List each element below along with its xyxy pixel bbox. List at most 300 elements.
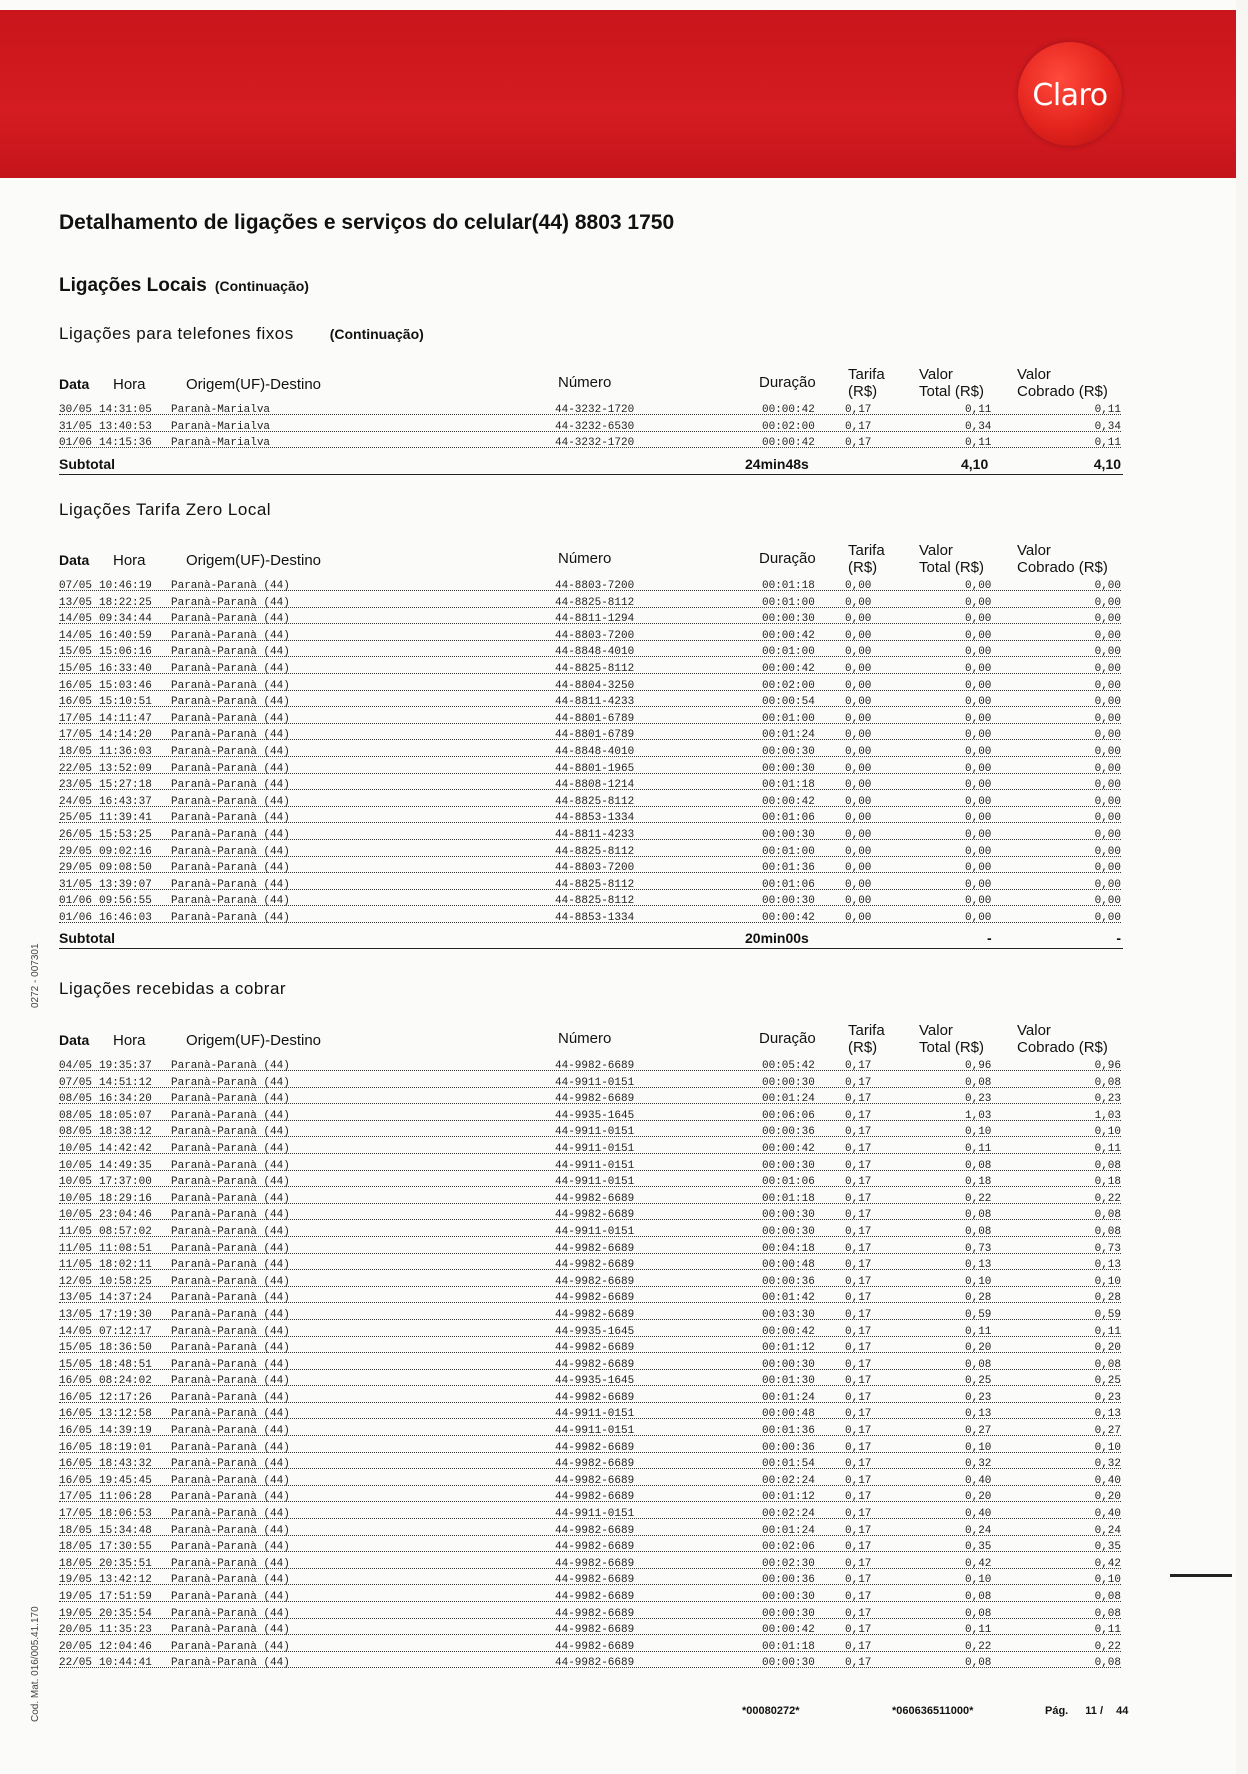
cell-num: 44-9982-6689 bbox=[555, 1441, 635, 1454]
cell-dur: 00:01:18 bbox=[762, 1192, 815, 1205]
table-row bbox=[59, 1274, 1123, 1291]
cell-orig: Paranà-Paranà (44) bbox=[171, 696, 290, 709]
cell-hora: 14:42:42 bbox=[99, 1142, 152, 1155]
cell-num: 44-8853-1334 bbox=[555, 911, 635, 924]
subtotal-row: Subtotal 20min00s - - bbox=[59, 926, 1123, 949]
cell-hora: 16:34:20 bbox=[99, 1093, 152, 1106]
cell-orig: Paranà-Paranà (44) bbox=[171, 1591, 290, 1603]
cell-data: 25/05 bbox=[59, 812, 93, 825]
table-row bbox=[59, 1606, 1123, 1623]
section-ligacoes-locais bbox=[59, 275, 309, 297]
cell-num: 44-8825-8112 bbox=[555, 596, 635, 609]
cell-vc: 0,08 bbox=[1094, 1358, 1121, 1371]
cell-data: 19/05 bbox=[59, 1607, 93, 1620]
cell-vt: 0,00 bbox=[965, 646, 992, 659]
cell-num: 44-9911-0151 bbox=[555, 1225, 635, 1238]
cell-tar: 0,17 bbox=[845, 404, 872, 416]
table-row bbox=[59, 435, 1123, 452]
cell-num: 44-9982-6689 bbox=[555, 1591, 635, 1603]
cell-dur: 00:01:24 bbox=[762, 1524, 815, 1537]
cell-orig: Paranà-Paranà (44) bbox=[171, 1474, 290, 1487]
cell-num: 44-8803-7200 bbox=[555, 862, 635, 875]
cell-orig: Paranà-Paranà (44) bbox=[171, 1242, 290, 1255]
cell-orig: Paranà-Paranà (44) bbox=[171, 1093, 290, 1106]
cell-dur: 00:01:12 bbox=[762, 1491, 815, 1504]
cell-orig: Paranà-Paranà (44) bbox=[171, 1225, 290, 1238]
cell-vt: 0,34 bbox=[965, 420, 992, 433]
cell-data: 10/05 bbox=[59, 1159, 93, 1172]
cell-num: 44-8803-7200 bbox=[555, 629, 635, 642]
cell-hora: 20:35:54 bbox=[99, 1607, 152, 1620]
cell-tar: 0,17 bbox=[845, 1308, 872, 1321]
cell-vt: 0,25 bbox=[965, 1375, 992, 1388]
cell-num: 44-8825-8112 bbox=[555, 795, 635, 808]
cell-orig: Paranà-Paranà (44) bbox=[171, 1557, 290, 1570]
cell-num: 44-9911-0151 bbox=[555, 1142, 635, 1155]
cell-data: 08/05 bbox=[59, 1126, 93, 1139]
cell-data: 14/05 bbox=[59, 1325, 93, 1338]
table-row bbox=[59, 419, 1123, 436]
cell-dur: 00:00:42 bbox=[762, 795, 815, 808]
cell-vc: 0,23 bbox=[1094, 1093, 1121, 1106]
cell-data: 12/05 bbox=[59, 1275, 93, 1288]
table-row bbox=[59, 711, 1123, 728]
cell-num: 44-9982-6689 bbox=[555, 1640, 635, 1653]
cell-vc: 0,59 bbox=[1094, 1308, 1121, 1321]
table-header: Data Hora Origem(UF)-Destino Número Duração Tarifa (R$) Valor Total (R$) Valor Cobrado (R$) bbox=[59, 1022, 1108, 1056]
table-row bbox=[59, 1058, 1123, 1075]
table-row bbox=[59, 1523, 1123, 1540]
table-row bbox=[59, 1224, 1123, 1241]
cell-hora: 07:12:17 bbox=[99, 1325, 152, 1338]
cell-vc: 0,00 bbox=[1094, 613, 1121, 626]
table-row bbox=[59, 1290, 1123, 1307]
cell-data: 08/05 bbox=[59, 1109, 93, 1122]
cell-hora: 18:05:07 bbox=[99, 1109, 152, 1122]
cell-orig: Paranà-Paranà (44) bbox=[171, 911, 290, 924]
cell-vc: 0,40 bbox=[1094, 1474, 1121, 1487]
cell-vt: 0,73 bbox=[965, 1242, 992, 1255]
cell-tar: 0,17 bbox=[845, 1209, 872, 1222]
cell-vt: 0,08 bbox=[965, 1076, 992, 1089]
cell-hora: 13:12:58 bbox=[99, 1408, 152, 1421]
cell-hora: 09:56:55 bbox=[99, 895, 152, 908]
cell-hora: 15:34:48 bbox=[99, 1524, 152, 1537]
cell-data: 04/05 bbox=[59, 1060, 93, 1072]
cell-vt: 0,00 bbox=[965, 878, 992, 891]
table-row bbox=[59, 1622, 1123, 1639]
cell-tar: 0,17 bbox=[845, 1109, 872, 1122]
cell-vc: 0,20 bbox=[1094, 1491, 1121, 1504]
cell-num: 44-9982-6689 bbox=[555, 1541, 635, 1554]
cell-orig: Paranà-Paranà (44) bbox=[171, 1342, 290, 1355]
cell-dur: 00:00:42 bbox=[762, 629, 815, 642]
cell-orig: Paranà-Paranà (44) bbox=[171, 762, 290, 775]
cell-num: 44-9982-6689 bbox=[555, 1458, 635, 1471]
cell-num: 44-8853-1334 bbox=[555, 812, 635, 825]
cell-data: 30/05 bbox=[59, 404, 93, 416]
table-row bbox=[59, 1191, 1123, 1208]
cell-num: 44-9982-6689 bbox=[555, 1093, 635, 1106]
cell-num: 44-8825-8112 bbox=[555, 662, 635, 675]
cell-dur: 00:01:18 bbox=[762, 580, 815, 592]
cell-orig: Paranà-Paranà (44) bbox=[171, 1640, 290, 1653]
cell-hora: 16:46:03 bbox=[99, 911, 152, 924]
cell-tar: 0,17 bbox=[845, 1408, 872, 1421]
cell-dur: 00:01:00 bbox=[762, 646, 815, 659]
cell-data: 22/05 bbox=[59, 1657, 93, 1670]
cell-tar: 0,17 bbox=[845, 1657, 872, 1670]
cell-num: 44-9982-6689 bbox=[555, 1657, 635, 1670]
cell-vc: 0,00 bbox=[1094, 895, 1121, 908]
cell-dur: 00:06:06 bbox=[762, 1109, 815, 1122]
cell-tar: 0,17 bbox=[845, 1242, 872, 1255]
cell-orig: Paranà-Paranà (44) bbox=[171, 1109, 290, 1122]
table-row bbox=[59, 727, 1123, 744]
cell-vt: 0,59 bbox=[965, 1308, 992, 1321]
cell-tar: 0,00 bbox=[845, 845, 872, 858]
cell-hora: 18:02:11 bbox=[99, 1259, 152, 1272]
table-row bbox=[59, 1091, 1123, 1108]
cell-data: 10/05 bbox=[59, 1176, 93, 1189]
cell-vc: 0,10 bbox=[1094, 1275, 1121, 1288]
cell-tar: 0,17 bbox=[845, 1225, 872, 1238]
claro-logo bbox=[1018, 42, 1122, 146]
table-row bbox=[59, 1572, 1123, 1589]
cell-orig: Paranà-Paranà (44) bbox=[171, 795, 290, 808]
cell-data: 15/05 bbox=[59, 646, 93, 659]
cell-dur: 00:01:42 bbox=[762, 1292, 815, 1305]
cell-dur: 00:00:36 bbox=[762, 1275, 815, 1288]
cell-orig: Paranà-Paranà (44) bbox=[171, 629, 290, 642]
cell-num: 44-8825-8112 bbox=[555, 845, 635, 858]
cell-vt: 0,08 bbox=[965, 1159, 992, 1172]
cell-vc: 0,32 bbox=[1094, 1458, 1121, 1471]
cell-vc: 0,00 bbox=[1094, 862, 1121, 875]
cell-dur: 00:03:30 bbox=[762, 1308, 815, 1321]
cell-data: 22/05 bbox=[59, 762, 93, 775]
cell-vt: 0,10 bbox=[965, 1126, 992, 1139]
cell-orig: Paranà-Marialva bbox=[171, 404, 271, 416]
table-row bbox=[59, 595, 1123, 612]
cell-tar: 0,17 bbox=[845, 1524, 872, 1537]
cell-vc: 0,96 bbox=[1094, 1060, 1121, 1072]
cell-dur: 00:02:24 bbox=[762, 1474, 815, 1487]
cell-dur: 00:00:42 bbox=[762, 662, 815, 675]
cell-vc: 0,11 bbox=[1094, 437, 1121, 450]
cell-num: 44-9982-6689 bbox=[555, 1474, 635, 1487]
cell-hora: 09:08:50 bbox=[99, 862, 152, 875]
cell-vt: 0,13 bbox=[965, 1259, 992, 1272]
cell-num: 44-9911-0151 bbox=[555, 1425, 635, 1438]
cell-hora: 13:42:12 bbox=[99, 1574, 152, 1587]
cell-hora: 18:22:25 bbox=[99, 596, 152, 609]
cell-vt: 0,10 bbox=[965, 1441, 992, 1454]
cell-tar: 0,17 bbox=[845, 437, 872, 450]
cell-vc: 1,03 bbox=[1094, 1109, 1121, 1122]
cell-data: 13/05 bbox=[59, 1308, 93, 1321]
cell-hora: 18:43:32 bbox=[99, 1458, 152, 1471]
table-row bbox=[59, 893, 1123, 910]
cell-dur: 00:00:48 bbox=[762, 1408, 815, 1421]
cell-data: 20/05 bbox=[59, 1640, 93, 1653]
cell-orig: Paranà-Paranà (44) bbox=[171, 1060, 290, 1072]
cell-data: 08/05 bbox=[59, 1093, 93, 1106]
cell-orig: Paranà-Paranà (44) bbox=[171, 845, 290, 858]
cell-vt: 1,03 bbox=[965, 1109, 992, 1122]
cell-orig: Paranà-Paranà (44) bbox=[171, 812, 290, 825]
cell-orig: Paranà-Paranà (44) bbox=[171, 1076, 290, 1089]
cell-vc: 0,23 bbox=[1094, 1391, 1121, 1404]
cell-hora: 11:06:28 bbox=[99, 1491, 152, 1504]
cell-hora: 18:36:50 bbox=[99, 1342, 152, 1355]
cell-hora: 12:04:46 bbox=[99, 1640, 152, 1653]
cell-vt: 0,42 bbox=[965, 1557, 992, 1570]
cell-hora: 10:46:19 bbox=[99, 580, 152, 592]
table-row bbox=[59, 777, 1123, 794]
cell-vt: 0,40 bbox=[965, 1474, 992, 1487]
cell-orig: Paranà-Paranà (44) bbox=[171, 1142, 290, 1155]
cell-vt: 0,00 bbox=[965, 580, 992, 592]
cell-vc: 0,18 bbox=[1094, 1176, 1121, 1189]
cell-data: 18/05 bbox=[59, 745, 93, 758]
cell-data: 17/05 bbox=[59, 729, 93, 742]
cell-dur: 00:00:36 bbox=[762, 1441, 815, 1454]
footer-code-1: *00080272* bbox=[742, 1705, 800, 1717]
cell-num: 44-9911-0151 bbox=[555, 1126, 635, 1139]
table-row bbox=[59, 678, 1123, 695]
side-code-bottom: Cod. Mat. 016/005.41.170 bbox=[30, 1606, 41, 1722]
table-row bbox=[59, 1489, 1123, 1506]
cell-tar: 0,00 bbox=[845, 812, 872, 825]
cell-orig: Paranà-Paranà (44) bbox=[171, 1358, 290, 1371]
table-row bbox=[59, 1357, 1123, 1374]
cell-tar: 0,17 bbox=[845, 1076, 872, 1089]
cell-tar: 0,17 bbox=[845, 420, 872, 433]
cell-hora: 09:02:16 bbox=[99, 845, 152, 858]
cell-orig: Paranà-Paranà (44) bbox=[171, 1209, 290, 1222]
cell-vt: 0,00 bbox=[965, 828, 992, 841]
cell-vc: 0,00 bbox=[1094, 679, 1121, 692]
table-rows bbox=[59, 578, 1123, 926]
cell-vc: 0,00 bbox=[1094, 629, 1121, 642]
cell-num: 44-9982-6689 bbox=[555, 1060, 635, 1072]
cell-data: 13/05 bbox=[59, 1292, 93, 1305]
section-title: Ligações Locais (Continuação) bbox=[59, 275, 309, 296]
cell-vt: 0,40 bbox=[965, 1508, 992, 1521]
cell-orig: Paranà-Paranà (44) bbox=[171, 1508, 290, 1521]
cell-orig: Paranà-Paranà (44) bbox=[171, 1624, 290, 1637]
cell-orig: Paranà-Paranà (44) bbox=[171, 1408, 290, 1421]
cell-tar: 0,00 bbox=[845, 712, 872, 725]
cell-hora: 15:10:51 bbox=[99, 696, 152, 709]
cell-orig: Paranà-Paranà (44) bbox=[171, 1375, 290, 1388]
cell-orig: Paranà-Paranà (44) bbox=[171, 1607, 290, 1620]
cell-vt: 0,00 bbox=[965, 862, 992, 875]
cell-tar: 0,17 bbox=[845, 1425, 872, 1438]
cell-hora: 14:49:35 bbox=[99, 1159, 152, 1172]
side-code-top: 0272 - 007301 bbox=[30, 943, 41, 1008]
cell-hora: 17:30:55 bbox=[99, 1541, 152, 1554]
cell-vt: 0,11 bbox=[965, 404, 992, 416]
cell-dur: 00:00:30 bbox=[762, 1159, 815, 1172]
cell-num: 44-9982-6689 bbox=[555, 1275, 635, 1288]
cell-num: 44-9982-6689 bbox=[555, 1557, 635, 1570]
cell-tar: 0,17 bbox=[845, 1624, 872, 1637]
cell-dur: 00:01:12 bbox=[762, 1342, 815, 1355]
cell-vc: 0,34 bbox=[1094, 420, 1121, 433]
cell-tar: 0,17 bbox=[845, 1640, 872, 1653]
table-row bbox=[59, 611, 1123, 628]
cell-dur: 00:00:30 bbox=[762, 1607, 815, 1620]
cell-tar: 0,00 bbox=[845, 613, 872, 626]
cell-vc: 0,08 bbox=[1094, 1209, 1121, 1222]
cell-num: 44-9935-1645 bbox=[555, 1109, 635, 1122]
cell-orig: Paranà-Paranà (44) bbox=[171, 745, 290, 758]
cell-tar: 0,00 bbox=[845, 696, 872, 709]
cell-orig: Paranà-Paranà (44) bbox=[171, 1425, 290, 1438]
cell-num: 44-9982-6689 bbox=[555, 1308, 635, 1321]
table-row bbox=[59, 694, 1123, 711]
cell-vt: 0,27 bbox=[965, 1425, 992, 1438]
cell-orig: Paranà-Paranà (44) bbox=[171, 580, 290, 592]
cell-data: 10/05 bbox=[59, 1209, 93, 1222]
cell-hora: 23:04:46 bbox=[99, 1209, 152, 1222]
cell-num: 44-8803-7200 bbox=[555, 580, 635, 592]
cell-data: 01/06 bbox=[59, 911, 93, 924]
cell-vc: 0,08 bbox=[1094, 1607, 1121, 1620]
cell-tar: 0,17 bbox=[845, 1557, 872, 1570]
cell-vc: 0,00 bbox=[1094, 696, 1121, 709]
cell-orig: Paranà-Paranà (44) bbox=[171, 1159, 290, 1172]
page-number: Pág. 11 / 44 bbox=[1045, 1705, 1129, 1717]
page-title: Detalhamento de ligações e serviços do celular(44) 8803 1750 bbox=[59, 211, 675, 234]
cell-data: 16/05 bbox=[59, 679, 93, 692]
cell-vt: 0,23 bbox=[965, 1391, 992, 1404]
cell-data: 07/05 bbox=[59, 580, 93, 592]
cell-vt: 0,00 bbox=[965, 812, 992, 825]
cell-vt: 0,00 bbox=[965, 795, 992, 808]
cell-num: 44-9982-6689 bbox=[555, 1574, 635, 1587]
cell-tar: 0,17 bbox=[845, 1142, 872, 1155]
cell-vc: 0,13 bbox=[1094, 1259, 1121, 1272]
table-row bbox=[59, 1556, 1123, 1573]
cell-tar: 0,17 bbox=[845, 1093, 872, 1106]
cell-data: 24/05 bbox=[59, 795, 93, 808]
cell-hora: 13:39:07 bbox=[99, 878, 152, 891]
cell-vc: 0,22 bbox=[1094, 1640, 1121, 1653]
cell-dur: 00:01:06 bbox=[762, 1176, 815, 1189]
cell-data: 19/05 bbox=[59, 1574, 93, 1587]
cell-num: 44-9982-6689 bbox=[555, 1524, 635, 1537]
cell-vc: 0,11 bbox=[1094, 404, 1121, 416]
cell-tar: 0,17 bbox=[845, 1176, 872, 1189]
cell-num: 44-8804-3250 bbox=[555, 679, 635, 692]
cell-orig: Paranà-Paranà (44) bbox=[171, 1259, 290, 1272]
cell-data: 15/05 bbox=[59, 1358, 93, 1371]
cell-vc: 0,00 bbox=[1094, 729, 1121, 742]
cell-data: 11/05 bbox=[59, 1225, 93, 1238]
cell-orig: Paranà-Paranà (44) bbox=[171, 1541, 290, 1554]
table-row bbox=[59, 794, 1123, 811]
cell-dur: 00:01:36 bbox=[762, 862, 815, 875]
cell-tar: 0,00 bbox=[845, 745, 872, 758]
table-row bbox=[59, 661, 1123, 678]
cell-hora: 16:43:37 bbox=[99, 795, 152, 808]
cell-orig: Paranà-Paranà (44) bbox=[171, 1441, 290, 1454]
cell-vt: 0,10 bbox=[965, 1275, 992, 1288]
cell-tar: 0,17 bbox=[845, 1060, 872, 1072]
cell-vt: 0,00 bbox=[965, 911, 992, 924]
cell-num: 44-9982-6689 bbox=[555, 1192, 635, 1205]
cell-dur: 00:00:42 bbox=[762, 1325, 815, 1338]
table-row bbox=[59, 860, 1123, 877]
table-row bbox=[59, 844, 1123, 861]
cell-orig: Paranà-Marialva bbox=[171, 437, 271, 450]
cell-vt: 0,11 bbox=[965, 437, 992, 450]
cell-orig: Paranà-Paranà (44) bbox=[171, 1391, 290, 1404]
cell-dur: 00:00:30 bbox=[762, 1225, 815, 1238]
cell-tar: 0,00 bbox=[845, 862, 872, 875]
cell-vc: 0,00 bbox=[1094, 712, 1121, 725]
cell-tar: 0,17 bbox=[845, 1342, 872, 1355]
cell-data: 19/05 bbox=[59, 1591, 93, 1603]
cell-hora: 14:11:47 bbox=[99, 712, 152, 725]
cell-num: 44-8825-8112 bbox=[555, 895, 635, 908]
table-row bbox=[59, 628, 1123, 645]
table-rows bbox=[59, 1058, 1123, 1672]
cell-dur: 00:02:00 bbox=[762, 679, 815, 692]
cell-tar: 0,17 bbox=[845, 1126, 872, 1139]
cell-hora: 14:15:36 bbox=[99, 437, 152, 450]
cell-hora: 13:40:53 bbox=[99, 420, 152, 433]
cell-dur: 00:00:30 bbox=[762, 895, 815, 908]
table-row bbox=[59, 827, 1123, 844]
cell-vc: 0,08 bbox=[1094, 1591, 1121, 1603]
cell-hora: 17:37:00 bbox=[99, 1176, 152, 1189]
cell-data: 11/05 bbox=[59, 1242, 93, 1255]
cell-dur: 00:00:54 bbox=[762, 696, 815, 709]
cell-dur: 00:02:24 bbox=[762, 1508, 815, 1521]
cell-vt: 0,35 bbox=[965, 1541, 992, 1554]
table-row bbox=[59, 1075, 1123, 1092]
cell-orig: Paranà-Paranà (44) bbox=[171, 613, 290, 626]
cell-vt: 0,20 bbox=[965, 1342, 992, 1355]
cell-vc: 0,08 bbox=[1094, 1657, 1121, 1670]
cell-tar: 0,17 bbox=[845, 1441, 872, 1454]
cell-num: 44-8848-4010 bbox=[555, 745, 635, 758]
cell-num: 44-8801-6789 bbox=[555, 729, 635, 742]
cell-data: 17/05 bbox=[59, 1508, 93, 1521]
cell-vc: 0,10 bbox=[1094, 1574, 1121, 1587]
cell-vt: 0,00 bbox=[965, 845, 992, 858]
cell-vc: 0,13 bbox=[1094, 1408, 1121, 1421]
cell-num: 44-8801-6789 bbox=[555, 712, 635, 725]
cell-tar: 0,17 bbox=[845, 1474, 872, 1487]
cell-dur: 00:00:30 bbox=[762, 1076, 815, 1089]
cell-tar: 0,17 bbox=[845, 1292, 872, 1305]
cell-orig: Paranà-Paranà (44) bbox=[171, 1176, 290, 1189]
cell-data: 11/05 bbox=[59, 1259, 93, 1272]
cell-data: 01/06 bbox=[59, 437, 93, 450]
cell-dur: 00:01:30 bbox=[762, 1375, 815, 1388]
cell-vt: 0,32 bbox=[965, 1458, 992, 1471]
table-row bbox=[59, 1307, 1123, 1324]
cell-vc: 0,08 bbox=[1094, 1076, 1121, 1089]
cell-orig: Paranà-Paranà (44) bbox=[171, 828, 290, 841]
cell-tar: 0,17 bbox=[845, 1458, 872, 1471]
cell-vt: 0,08 bbox=[965, 1209, 992, 1222]
